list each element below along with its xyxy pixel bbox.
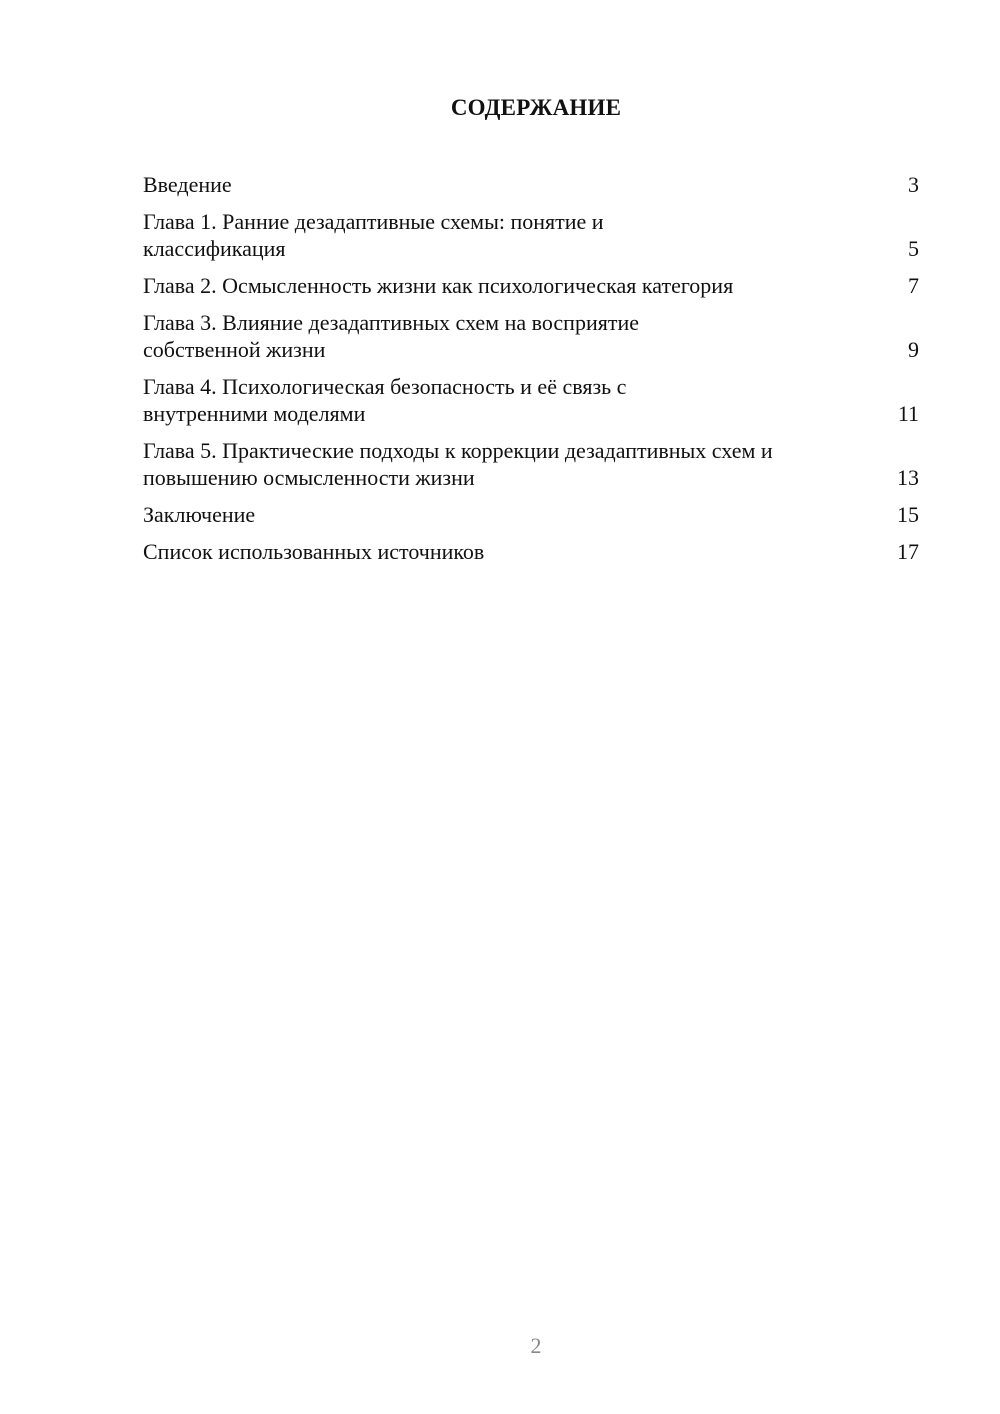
toc-entry-chapter-5 (143, 437, 919, 491)
toc-entry-chapter-3 (143, 309, 919, 363)
toc-entry-page: 17 (897, 539, 919, 564)
toc-entry-page: 9 (908, 337, 919, 362)
table-of-contents (143, 171, 919, 575)
toc-entry-title: Глава 3. Влияние дезадаптивных схем на восприятие собственной жизни (143, 310, 639, 362)
toc-entry-page: 7 (908, 273, 919, 298)
toc-entry-chapter-2 (143, 272, 919, 299)
page-number: 2 (530, 1333, 542, 1358)
toc-entry-references (143, 538, 919, 565)
toc-entry-title: Заключение (143, 502, 256, 527)
toc-entry-title: Глава 4. Психологическая безопасность и её связь с внутренними моделями (143, 374, 627, 426)
toc-entry-title: Введение (143, 172, 232, 197)
toc-entry-page: 11 (897, 401, 919, 426)
toc-entry-title: Глава 1. Ранние дезадаптивные схемы: понятие и классификация (143, 209, 604, 261)
toc-entry-introduction (143, 171, 919, 198)
toc-entry-title: Список использованных источников (143, 539, 485, 564)
toc-entry-page: 15 (897, 502, 919, 527)
page-title: СОДЕРЖАНИЕ (450, 95, 622, 120)
toc-entry-chapter-4 (143, 373, 919, 427)
toc-entry-page: 13 (897, 465, 919, 490)
toc-entry-conclusion (143, 501, 919, 528)
toc-entry-title: Глава 2. Осмысленность жизни как психологическая категория (143, 273, 734, 298)
toc-entry-chapter-1 (143, 208, 919, 262)
toc-entry-page: 3 (908, 172, 919, 197)
toc-entry-title: Глава 5. Практические подходы к коррекции дезадаптивных схем и повышению осмысленности жизни (143, 438, 773, 490)
toc-entry-page: 5 (908, 236, 919, 261)
